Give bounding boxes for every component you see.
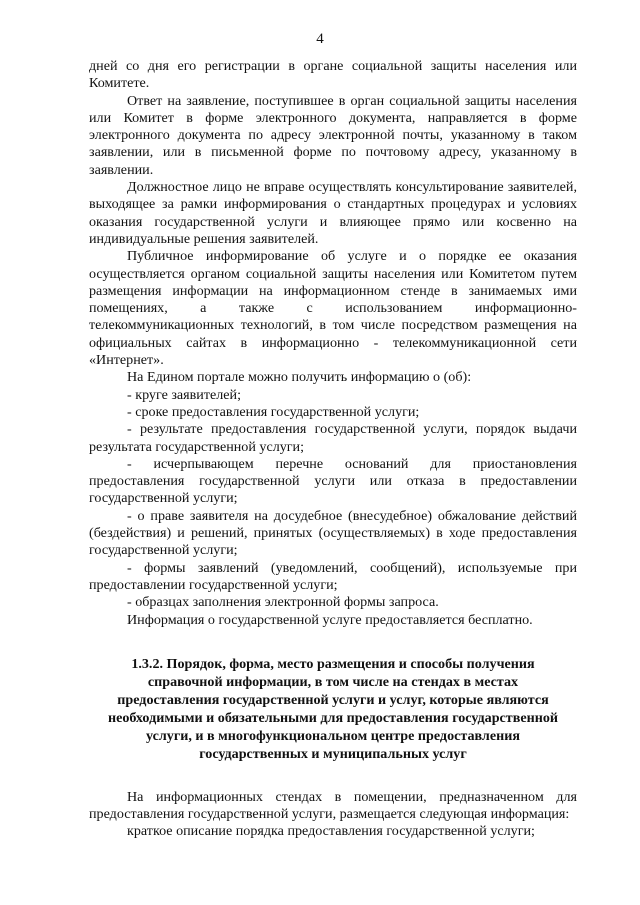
paragraph-portal-intro: На Едином портале можно получить информацию о (об): [127, 369, 472, 386]
list-item: - сроке предоставления государственной услуги; [127, 403, 420, 420]
list-item: - формы заявлений (уведомлений, сообщений), используемые при предоставлении государственной услуги; [89, 559, 577, 593]
paragraph-info-stands: На информационных стендах в помещении, предназначенном для предоставления государственной услуги, размещается следующая информация: [89, 788, 577, 823]
paragraph-free-information: Информация о государственной услуге предоставляется бесплатно. [127, 611, 533, 628]
paragraph-public-information: Публичное информирование об услуге и о порядке ее оказания осуществляется органом социальной защиты населения или Комитетом путем размещения информации на информационном стенде в занимаемых ими помещениях, а также с использованием информационно-телекоммуникационных технологий, в том числе посредством размещения на официальных сайтах в информационно - телекоммуникационной сети «Интернет». [89, 248, 577, 369]
list-item: - исчерпывающем перечне оснований для приостановления предоставления государственной услуги или отказа в предоставлении государственной услуги; [89, 455, 577, 507]
list-item: - результате предоставления государственной услуги, порядок выдачи результата государственной услуги; [89, 421, 577, 455]
list-item: - о праве заявителя на досудебное (внесудебное) обжалование действий (бездействия) и решений, принятых (осуществляемых) в ходе предоставления государственной услуги; [89, 507, 577, 559]
paragraph-response: Ответ на заявление, поступившее в орган социальной защиты населения или Комитет в форме электронного документа, направляется в форме электронного документа по адресу электронной почты, указанному в таком заявлении, или в письменной форме по почтовому адресу, указанному в заявлении. [89, 92, 577, 178]
paragraph-brief-description: краткое описание порядка предоставления государственной услуги; [127, 823, 535, 840]
page-number: 4 [316, 31, 324, 47]
paragraph-continuation: дней со дня его регистрации в органе социальной защиты населения или Комитете. [89, 58, 577, 92]
list-item: - образцах заполнения электронной формы запроса. [127, 594, 439, 611]
document-body [89, 58, 577, 841]
section-heading: 1.3.2. Порядок, форма, место размещения и способы получения справочной информации, в том числе на стендах в местах предоставления государственной услуги и услуг, которые являются необходимыми и обязательными для предоставления государственной услуги, и в многофункциональном центре предоставления государственных и муниципальных услуг [107, 655, 558, 762]
list-item: - круге заявителей; [127, 386, 242, 403]
paragraph-official-consulting: Должностное лицо не вправе осуществлять консультирование заявителей, выходящее за рамки информирования о стандартных процедурах и условиях оказания государственной услуги и влияющее прямо или косвенно на индивидуальные решения заявителей. [89, 179, 577, 247]
